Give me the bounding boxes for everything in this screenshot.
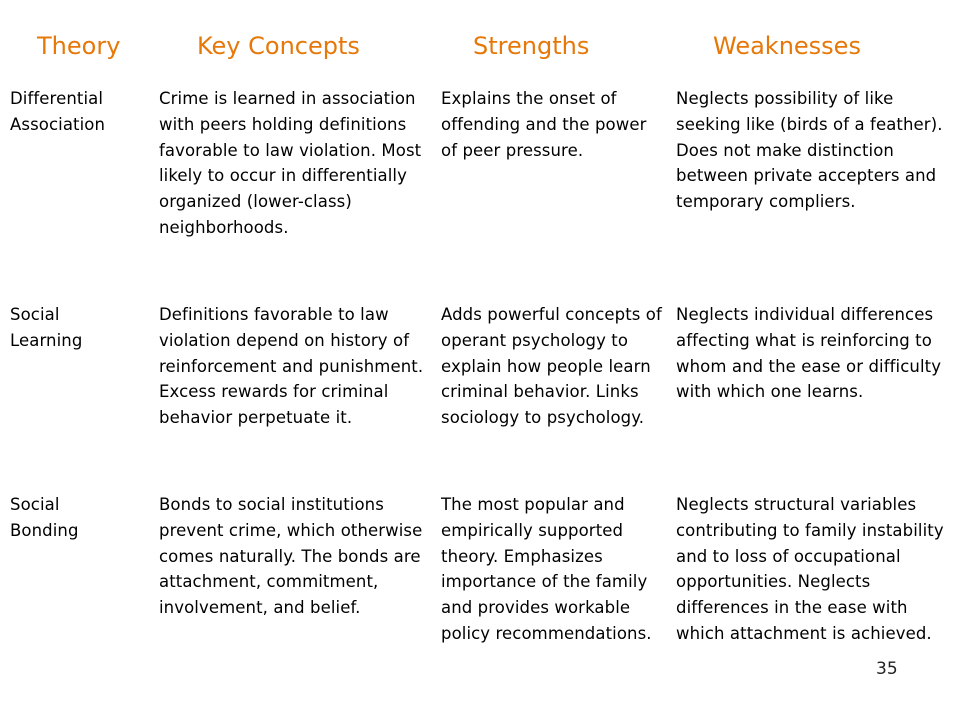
row3-theory-line1: Social xyxy=(10,495,60,514)
row1-weaknesses: Neglects possibility of like seeking like (birds of a feather). Does not make distinction between private accepters and temporary compliers. xyxy=(676,89,943,212)
row1-strengths: Explains the onset of offending and the power of peer pressure. xyxy=(441,89,647,160)
header-weaknesses: Weaknesses xyxy=(713,32,861,60)
row1-concepts: Crime is learned in association with peers holding definitions favorable to law violation. Most likely to occur in differentially organized (lower-class) neighborhoods. xyxy=(159,89,422,237)
row2-concepts: Definitions favorable to law violation depend on history of reinforcement and punishment. Excess rewards for criminal behavior perpetuate it. xyxy=(159,305,424,428)
row2-weaknesses: Neglects individual differences affecting what is reinforcing to whom and the ease or difficulty with which one learns. xyxy=(676,305,942,402)
row3-strengths: The most popular and empirically supported theory. Emphasizes importance of the family and provides workable policy recommendations. xyxy=(441,495,652,643)
row2-theory-line1: Social xyxy=(10,305,60,324)
row2-theory xyxy=(10,302,150,354)
row3-theory xyxy=(10,492,150,544)
row2-strengths: Adds powerful concepts of operant psychology to explain how people learn criminal behavior. Links sociology to psychology. xyxy=(441,305,662,428)
header-key-concepts: Key Concepts xyxy=(197,32,360,60)
page-number: 35 xyxy=(876,659,898,679)
row2-theory-line2: Learning xyxy=(10,330,83,350)
row3-weaknesses: Neglects structural variables contributing to family instability and to loss of occupational opportunities. Neglects differences in the ease with which attachment is achieved. xyxy=(676,495,944,643)
row3-theory-line2: Bonding xyxy=(10,520,79,540)
row1-theory-line1: Differential xyxy=(10,89,104,108)
header-strengths: Strengths xyxy=(473,32,590,60)
row1-theory xyxy=(10,86,150,138)
header-theory: Theory xyxy=(37,32,121,60)
row1-theory-line2: Association xyxy=(10,114,106,134)
row3-concepts: Bonds to social institutions prevent crime, which otherwise comes naturally. The bonds are attachment, commitment, involvement, and belief. xyxy=(159,495,423,618)
